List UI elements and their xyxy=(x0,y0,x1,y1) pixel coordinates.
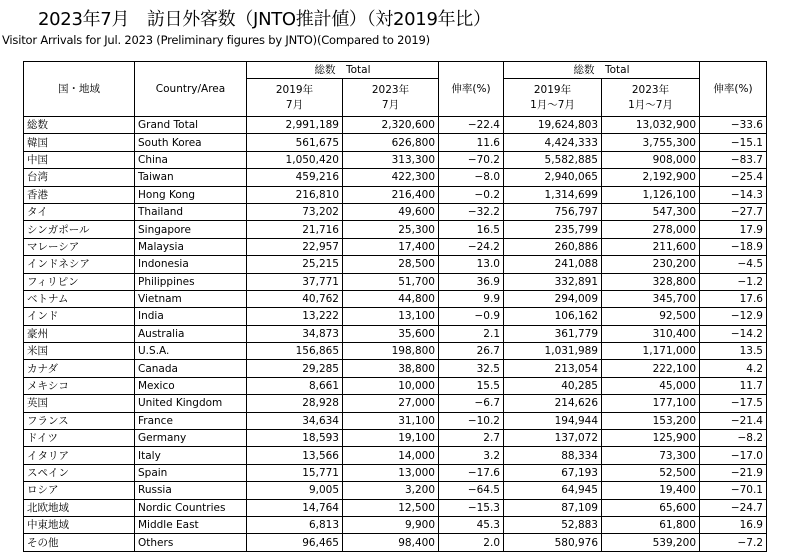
cell-country-jp: ドイツ xyxy=(24,430,135,447)
cell-month-2023: 31,100 xyxy=(343,412,439,429)
cell-ytd-2019: 106,162 xyxy=(504,308,602,325)
page-title: 2023年7月 訪日外客数（JNTO推計値）（対2019年比） xyxy=(38,9,491,30)
cell-ytd-2019: 1,031,989 xyxy=(504,343,602,360)
cell-month-2019: 18,593 xyxy=(247,430,343,447)
table-row xyxy=(24,499,767,516)
cell-month-2023: 13,000 xyxy=(343,464,439,481)
cell-ytd-2019: 194,944 xyxy=(504,412,602,429)
cell-ytd-2023: 45,000 xyxy=(602,377,700,394)
cell-month-rate: 15.5 xyxy=(439,377,504,394)
cell-ytd-rate: −1.2 xyxy=(700,273,767,290)
table-row xyxy=(24,238,767,255)
cell-month-2019: 21,716 xyxy=(247,221,343,238)
cell-month-rate: −17.6 xyxy=(439,464,504,481)
cell-country-en: Italy xyxy=(135,447,247,464)
cell-ytd-2023: 153,200 xyxy=(602,412,700,429)
cell-month-2019: 34,873 xyxy=(247,325,343,342)
cell-country-jp: カナダ xyxy=(24,360,135,377)
cell-country-jp: その他 xyxy=(24,534,135,551)
cell-ytd-2019: 235,799 xyxy=(504,221,602,238)
cell-month-2023: 38,800 xyxy=(343,360,439,377)
cell-ytd-2023: 539,200 xyxy=(602,534,700,551)
cell-month-2023: 27,000 xyxy=(343,395,439,412)
cell-ytd-2019: 580,976 xyxy=(504,534,602,551)
cell-ytd-rate: −14.3 xyxy=(700,186,767,203)
table-row xyxy=(24,343,767,360)
cell-country-en: India xyxy=(135,308,247,325)
cell-ytd-rate: −14.2 xyxy=(700,325,767,342)
cell-country-en: China xyxy=(135,151,247,168)
table-row xyxy=(24,117,767,134)
cell-country-jp: シンガポール xyxy=(24,221,135,238)
header-ytd-rate: 伸率(%) xyxy=(700,62,767,117)
cell-month-2019: 561,675 xyxy=(247,134,343,151)
table-row xyxy=(24,151,767,168)
table-row xyxy=(24,325,767,342)
cell-ytd-rate: 13.5 xyxy=(700,343,767,360)
cell-country-jp: インド xyxy=(24,308,135,325)
page-subtitle: Visitor Arrivals for Jul. 2023 (Preliminary figures by JNTO)(Compared to 2019) xyxy=(2,33,430,47)
cell-country-jp: フランス xyxy=(24,412,135,429)
cell-month-rate: 32.5 xyxy=(439,360,504,377)
cell-ytd-2019: 756,797 xyxy=(504,203,602,220)
cell-month-rate: −10.2 xyxy=(439,412,504,429)
cell-country-jp: タイ xyxy=(24,203,135,220)
table-row xyxy=(24,395,767,412)
cell-ytd-2023: 310,400 xyxy=(602,325,700,342)
cell-month-2023: 2,320,600 xyxy=(343,117,439,134)
cell-month-2023: 28,500 xyxy=(343,256,439,273)
cell-country-jp: インドネシア xyxy=(24,256,135,273)
cell-country-jp: 北欧地域 xyxy=(24,499,135,516)
cell-country-en: Canada xyxy=(135,360,247,377)
table-row xyxy=(24,516,767,533)
cell-ytd-2019: 88,334 xyxy=(504,447,602,464)
cell-month-2023: 216,400 xyxy=(343,186,439,203)
cell-country-jp: 豪州 xyxy=(24,325,135,342)
header-country-en: Country/Area xyxy=(135,62,247,117)
cell-country-en: Grand Total xyxy=(135,117,247,134)
cell-country-jp: 韓国 xyxy=(24,134,135,151)
cell-month-2023: 19,100 xyxy=(343,430,439,447)
cell-month-2023: 198,800 xyxy=(343,343,439,360)
cell-month-rate: 26.7 xyxy=(439,343,504,360)
cell-country-en: Nordic Countries xyxy=(135,499,247,516)
cell-month-2023: 14,000 xyxy=(343,447,439,464)
cell-ytd-rate: −33.6 xyxy=(700,117,767,134)
cell-ytd-2019: 87,109 xyxy=(504,499,602,516)
cell-ytd-rate: 17.6 xyxy=(700,290,767,307)
cell-month-rate: −70.2 xyxy=(439,151,504,168)
cell-ytd-rate: −18.9 xyxy=(700,238,767,255)
cell-month-rate: 11.6 xyxy=(439,134,504,151)
table-row xyxy=(24,464,767,481)
cell-ytd-2023: 2,192,900 xyxy=(602,169,700,186)
cell-month-2023: 626,800 xyxy=(343,134,439,151)
cell-country-jp: 総数 xyxy=(24,117,135,134)
table-row xyxy=(24,221,767,238)
cell-month-rate: 16.5 xyxy=(439,221,504,238)
cell-country-jp: フィリピン xyxy=(24,273,135,290)
cell-country-en: Australia xyxy=(135,325,247,342)
cell-ytd-rate: −17.5 xyxy=(700,395,767,412)
cell-ytd-2023: 547,300 xyxy=(602,203,700,220)
header-group-month: 総数 Total xyxy=(247,62,439,79)
cell-month-rate: 2.0 xyxy=(439,534,504,551)
cell-country-en: France xyxy=(135,412,247,429)
cell-country-en: Thailand xyxy=(135,203,247,220)
cell-ytd-rate: −83.7 xyxy=(700,151,767,168)
cell-ytd-2023: 328,800 xyxy=(602,273,700,290)
cell-month-2023: 44,800 xyxy=(343,290,439,307)
cell-month-rate: −24.2 xyxy=(439,238,504,255)
cell-ytd-rate: −15.1 xyxy=(700,134,767,151)
header-month-2023-period: 7月 xyxy=(381,98,400,111)
header-ytd-2023 xyxy=(602,79,700,117)
cell-ytd-2019: 332,891 xyxy=(504,273,602,290)
cell-ytd-2023: 278,000 xyxy=(602,221,700,238)
cell-country-en: U.S.A. xyxy=(135,343,247,360)
cell-ytd-2019: 1,314,699 xyxy=(504,186,602,203)
cell-month-2019: 2,991,189 xyxy=(247,117,343,134)
cell-ytd-rate: −17.0 xyxy=(700,447,767,464)
cell-month-2023: 9,900 xyxy=(343,516,439,533)
cell-ytd-2019: 40,285 xyxy=(504,377,602,394)
cell-month-2019: 15,771 xyxy=(247,464,343,481)
cell-ytd-2023: 1,126,100 xyxy=(602,186,700,203)
cell-month-2023: 25,300 xyxy=(343,221,439,238)
table-row xyxy=(24,134,767,151)
cell-ytd-rate: 4.2 xyxy=(700,360,767,377)
cell-ytd-2019: 2,940,065 xyxy=(504,169,602,186)
cell-ytd-rate: 17.9 xyxy=(700,221,767,238)
cell-month-rate: −15.3 xyxy=(439,499,504,516)
cell-ytd-rate: −8.2 xyxy=(700,430,767,447)
cell-month-2019: 22,957 xyxy=(247,238,343,255)
table-row xyxy=(24,203,767,220)
cell-month-2019: 8,661 xyxy=(247,377,343,394)
header-ytd-2023-year: 2023年 xyxy=(631,83,670,96)
cell-month-2019: 25,215 xyxy=(247,256,343,273)
cell-ytd-rate: −27.7 xyxy=(700,203,767,220)
cell-month-rate: −0.2 xyxy=(439,186,504,203)
cell-country-jp: メキシコ xyxy=(24,377,135,394)
header-ytd-2019-period: 1月～7月 xyxy=(530,98,575,111)
cell-ytd-2023: 73,300 xyxy=(602,447,700,464)
cell-month-rate: 2.1 xyxy=(439,325,504,342)
cell-month-rate: 3.2 xyxy=(439,447,504,464)
header-ytd-2019 xyxy=(504,79,602,117)
cell-country-en: South Korea xyxy=(135,134,247,151)
cell-month-2019: 459,216 xyxy=(247,169,343,186)
cell-country-en: Philippines xyxy=(135,273,247,290)
cell-ytd-2023: 19,400 xyxy=(602,482,700,499)
cell-country-jp: 英国 xyxy=(24,395,135,412)
cell-month-2019: 13,566 xyxy=(247,447,343,464)
cell-month-2019: 40,762 xyxy=(247,290,343,307)
cell-country-jp: ベトナム xyxy=(24,290,135,307)
table-row xyxy=(24,412,767,429)
cell-country-en: Singapore xyxy=(135,221,247,238)
table-row xyxy=(24,360,767,377)
cell-month-rate: 36.9 xyxy=(439,273,504,290)
cell-month-rate: −0.9 xyxy=(439,308,504,325)
cell-country-en: Mexico xyxy=(135,377,247,394)
cell-country-en: Malaysia xyxy=(135,238,247,255)
cell-ytd-rate: −21.4 xyxy=(700,412,767,429)
cell-ytd-2023: 222,100 xyxy=(602,360,700,377)
cell-country-en: Spain xyxy=(135,464,247,481)
cell-ytd-2019: 241,088 xyxy=(504,256,602,273)
header-month-2023 xyxy=(343,79,439,117)
cell-ytd-2023: 125,900 xyxy=(602,430,700,447)
table-row xyxy=(24,186,767,203)
cell-country-en: Vietnam xyxy=(135,290,247,307)
cell-ytd-2023: 230,200 xyxy=(602,256,700,273)
cell-month-2023: 313,300 xyxy=(343,151,439,168)
cell-ytd-2023: 908,000 xyxy=(602,151,700,168)
table-row xyxy=(24,482,767,499)
cell-ytd-2019: 137,072 xyxy=(504,430,602,447)
cell-ytd-2023: 345,700 xyxy=(602,290,700,307)
cell-month-2019: 216,810 xyxy=(247,186,343,203)
cell-ytd-rate: −70.1 xyxy=(700,482,767,499)
cell-month-rate: −8.0 xyxy=(439,169,504,186)
header-month-2019-period: 7月 xyxy=(285,98,304,111)
cell-ytd-2019: 214,626 xyxy=(504,395,602,412)
header-country-jp: 国・地域 xyxy=(24,62,135,117)
cell-ytd-2023: 52,500 xyxy=(602,464,700,481)
cell-month-2023: 35,600 xyxy=(343,325,439,342)
cell-month-rate: 45.3 xyxy=(439,516,504,533)
cell-ytd-2023: 13,032,900 xyxy=(602,117,700,134)
cell-month-2019: 9,005 xyxy=(247,482,343,499)
cell-ytd-rate: −21.9 xyxy=(700,464,767,481)
cell-country-jp: 台湾 xyxy=(24,169,135,186)
cell-ytd-2023: 211,600 xyxy=(602,238,700,255)
cell-month-2019: 6,813 xyxy=(247,516,343,533)
cell-month-2023: 49,600 xyxy=(343,203,439,220)
cell-ytd-rate: −4.5 xyxy=(700,256,767,273)
cell-ytd-rate: 11.7 xyxy=(700,377,767,394)
table-row xyxy=(24,377,767,394)
table-row xyxy=(24,308,767,325)
cell-month-2019: 28,928 xyxy=(247,395,343,412)
cell-ytd-2019: 19,624,803 xyxy=(504,117,602,134)
table-row xyxy=(24,430,767,447)
cell-month-2023: 3,200 xyxy=(343,482,439,499)
cell-ytd-2019: 52,883 xyxy=(504,516,602,533)
cell-month-2019: 29,285 xyxy=(247,360,343,377)
header-month-2019 xyxy=(247,79,343,117)
cell-ytd-rate: −25.4 xyxy=(700,169,767,186)
cell-month-2019: 73,202 xyxy=(247,203,343,220)
cell-ytd-2023: 3,755,300 xyxy=(602,134,700,151)
cell-country-en: Germany xyxy=(135,430,247,447)
cell-ytd-2023: 1,171,000 xyxy=(602,343,700,360)
cell-month-2019: 37,771 xyxy=(247,273,343,290)
cell-ytd-2023: 177,100 xyxy=(602,395,700,412)
cell-country-jp: 香港 xyxy=(24,186,135,203)
cell-month-2019: 14,764 xyxy=(247,499,343,516)
cell-country-jp: イタリア xyxy=(24,447,135,464)
header-month-2023-year: 2023年 xyxy=(371,83,410,96)
cell-month-rate: −64.5 xyxy=(439,482,504,499)
cell-ytd-2023: 65,600 xyxy=(602,499,700,516)
cell-country-jp: 中東地域 xyxy=(24,516,135,533)
cell-ytd-rate: −7.2 xyxy=(700,534,767,551)
table-row xyxy=(24,273,767,290)
cell-month-2023: 10,000 xyxy=(343,377,439,394)
cell-month-2023: 422,300 xyxy=(343,169,439,186)
cell-month-rate: −32.2 xyxy=(439,203,504,220)
cell-month-2019: 156,865 xyxy=(247,343,343,360)
cell-ytd-2019: 67,193 xyxy=(504,464,602,481)
cell-country-en: Middle East xyxy=(135,516,247,533)
cell-country-en: Others xyxy=(135,534,247,551)
cell-month-2019: 96,465 xyxy=(247,534,343,551)
cell-month-rate: 13.0 xyxy=(439,256,504,273)
cell-month-2023: 51,700 xyxy=(343,273,439,290)
cell-month-2019: 34,634 xyxy=(247,412,343,429)
header-month-2019-year: 2019年 xyxy=(275,83,314,96)
cell-ytd-2019: 294,009 xyxy=(504,290,602,307)
table-row xyxy=(24,290,767,307)
header-group-ytd: 総数 Total xyxy=(504,62,700,79)
table-row xyxy=(24,256,767,273)
cell-ytd-2019: 260,886 xyxy=(504,238,602,255)
cell-country-jp: 中国 xyxy=(24,151,135,168)
cell-country-en: Taiwan xyxy=(135,169,247,186)
cell-month-rate: 9.9 xyxy=(439,290,504,307)
cell-country-jp: 米国 xyxy=(24,343,135,360)
cell-month-rate: 2.7 xyxy=(439,430,504,447)
cell-ytd-2019: 361,779 xyxy=(504,325,602,342)
cell-month-2023: 13,100 xyxy=(343,308,439,325)
cell-ytd-rate: −12.9 xyxy=(700,308,767,325)
cell-country-jp: スペイン xyxy=(24,464,135,481)
cell-ytd-2023: 92,500 xyxy=(602,308,700,325)
cell-month-rate: −6.7 xyxy=(439,395,504,412)
cell-month-2019: 13,222 xyxy=(247,308,343,325)
cell-ytd-2019: 213,054 xyxy=(504,360,602,377)
cell-country-en: United Kingdom xyxy=(135,395,247,412)
cell-country-jp: マレーシア xyxy=(24,238,135,255)
cell-month-rate: −22.4 xyxy=(439,117,504,134)
cell-month-2023: 17,400 xyxy=(343,238,439,255)
cell-month-2019: 1,050,420 xyxy=(247,151,343,168)
cell-ytd-rate: −24.7 xyxy=(700,499,767,516)
header-ytd-2023-period: 1月～7月 xyxy=(628,98,673,111)
cell-country-en: Indonesia xyxy=(135,256,247,273)
cell-country-en: Hong Kong xyxy=(135,186,247,203)
cell-country-jp: ロシア xyxy=(24,482,135,499)
cell-ytd-2019: 5,582,885 xyxy=(504,151,602,168)
header-ytd-2019-year: 2019年 xyxy=(533,83,572,96)
header-month-rate: 伸率(%) xyxy=(439,62,504,117)
cell-ytd-2023: 61,800 xyxy=(602,516,700,533)
cell-ytd-2019: 4,424,333 xyxy=(504,134,602,151)
cell-ytd-2019: 64,945 xyxy=(504,482,602,499)
cell-ytd-rate: 16.9 xyxy=(700,516,767,533)
table-row xyxy=(24,447,767,464)
cell-month-2023: 12,500 xyxy=(343,499,439,516)
visitor-arrivals-table xyxy=(23,61,767,552)
cell-country-en: Russia xyxy=(135,482,247,499)
table-body xyxy=(24,117,767,552)
table-row xyxy=(24,169,767,186)
cell-month-2023: 98,400 xyxy=(343,534,439,551)
